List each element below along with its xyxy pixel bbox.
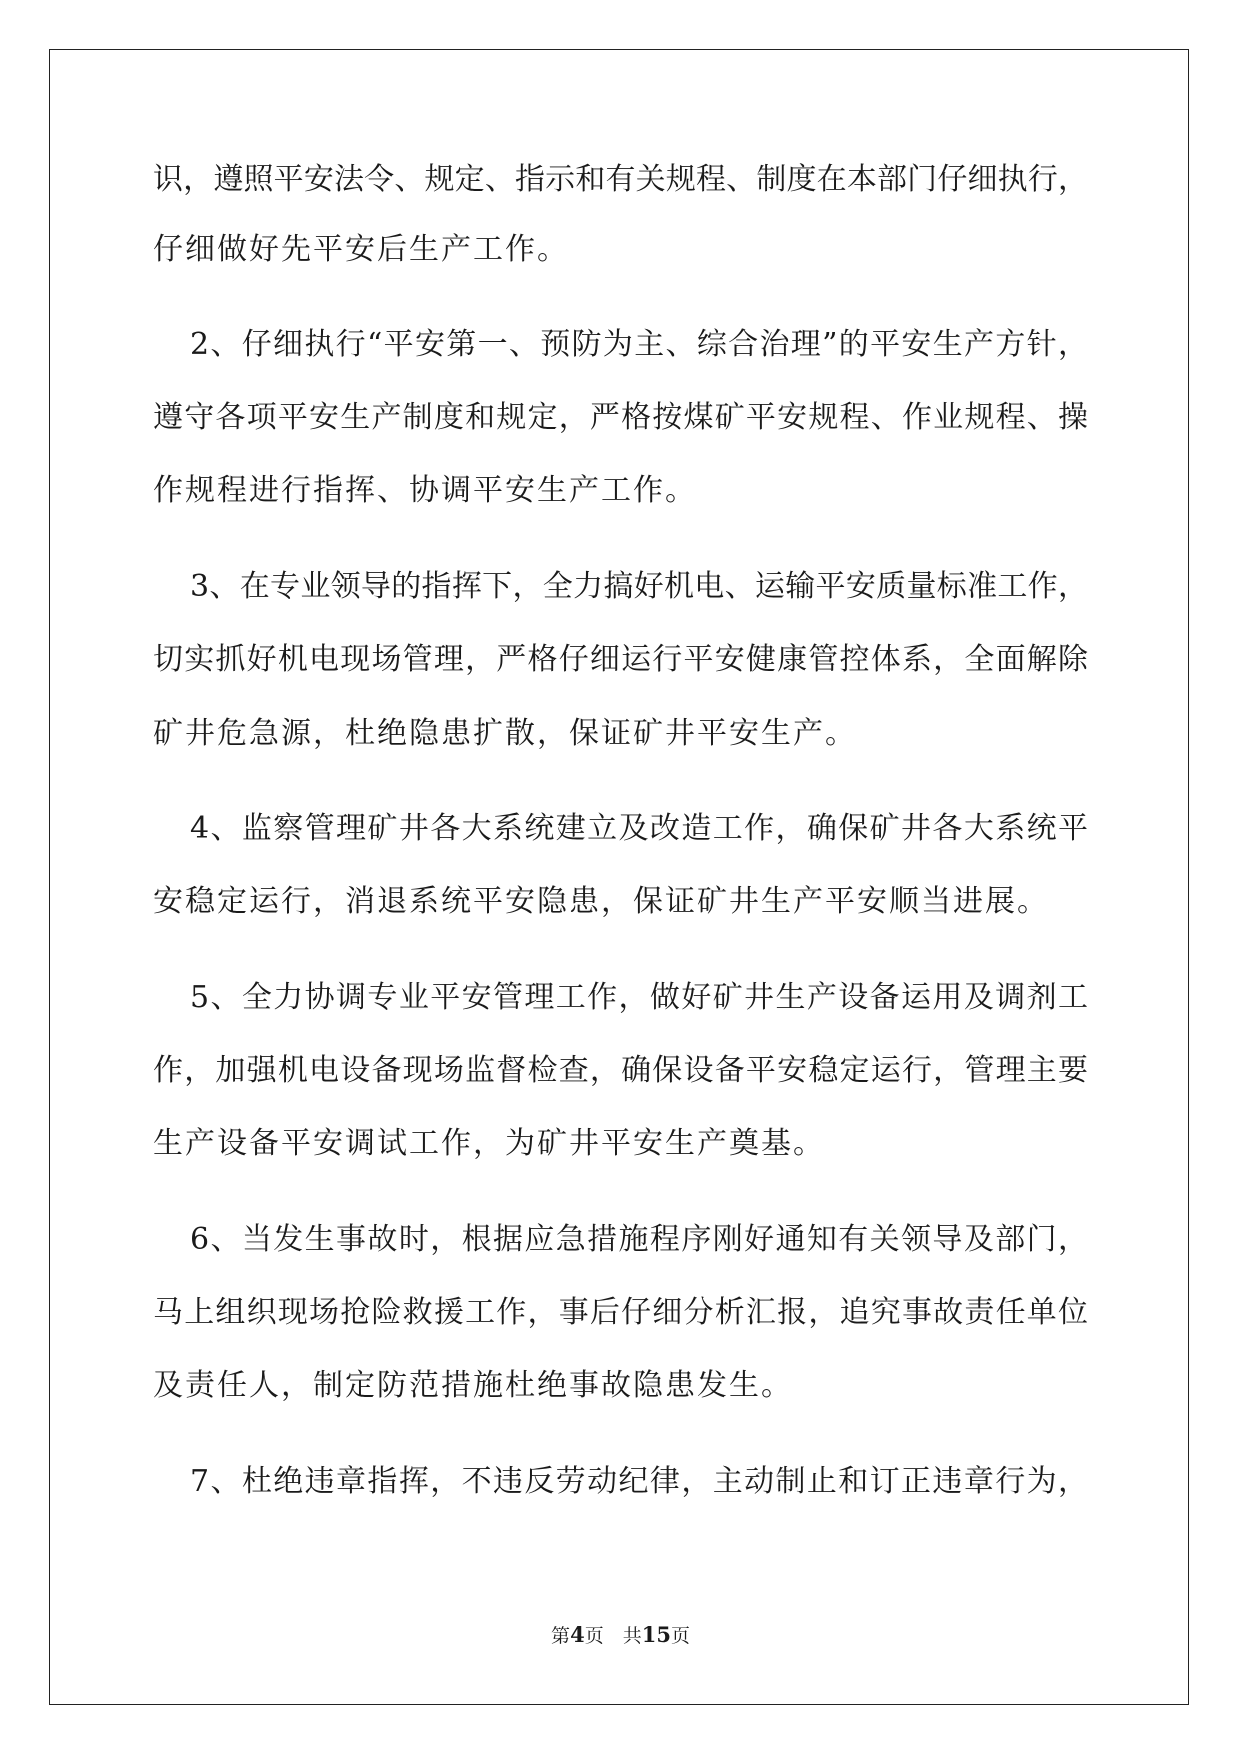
paragraph-3-first-line: 3、在专业领导的指挥下，全力搞好机电、运输平安质量标准工作，: [190, 569, 1088, 604]
text-line: 马上组织现场抢险救援工作，事后仔细分析汇报，追究事故责任单位: [153, 1295, 1088, 1330]
paragraph-5-first-line: 5、全力协调专业平安管理工作，做好矿井生产设备运用及调剂工: [190, 980, 1088, 1015]
text-line: 识，遵照平安法令、规定、指示和有关规程、制度在本部门仔细执行，: [153, 162, 1088, 197]
text-line: 作规程进行指挥、协调平安生产工作。: [153, 473, 697, 508]
page-footer: [0, 1623, 1241, 1648]
current-page-number: 4: [570, 1622, 585, 1647]
paragraph-4-first-line: 4、监察管理矿井各大系统建立及改造工作，确保矿井各大系统平: [190, 811, 1088, 846]
text-line: 及责任人，制定防范措施杜绝事故隐患发生。: [153, 1368, 793, 1403]
text-line: 遵守各项平安生产制度和规定，严格按煤矿平安规程、作业规程、操: [153, 400, 1088, 435]
paragraph-2-first-line: 2、仔细执行“平安第一、预防为主、综合治理”的平安生产方针，: [190, 327, 1088, 362]
total-page-number: 15: [641, 1622, 671, 1647]
text-line: 生产设备平安调试工作，为矿井平安生产奠基。: [153, 1126, 825, 1161]
footer-suffix: 页: [670, 1625, 690, 1647]
text-line: 切实抓好机电现场管理，严格仔细运行平安健康管控体系，全面解除: [153, 642, 1088, 677]
text-line: 安稳定运行，消退系统平安隐患，保证矿井生产平安顺当进展。: [153, 884, 1049, 919]
footer-prefix: 第: [551, 1625, 571, 1647]
text-line: 仔细做好先平安后生产工作。: [153, 232, 569, 267]
page-border: [49, 49, 1189, 1705]
paragraph-7-first-line: 7、杜绝违章指挥，不违反劳动纪律，主动制止和订正违章行为，: [190, 1464, 1088, 1499]
text-line: 矿井危急源，杜绝隐患扩散，保证矿井平安生产。: [153, 716, 857, 751]
paragraph-6-first-line: 6、当发生事故时，根据应急措施程序刚好通知有关领导及部门，: [190, 1222, 1088, 1257]
footer-mid: 页 共: [584, 1625, 642, 1647]
text-line: 作，加强机电设备现场监督检查，确保设备平安稳定运行，管理主要: [153, 1053, 1088, 1088]
